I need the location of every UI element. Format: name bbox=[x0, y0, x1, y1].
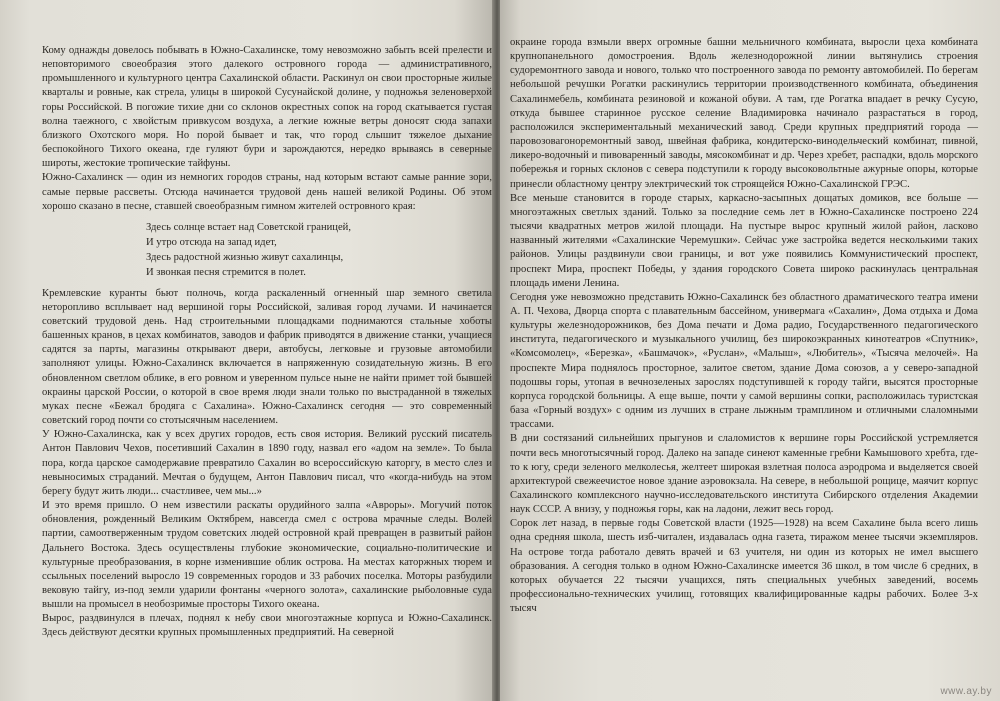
poem-line: И звонкая песня стремится в полет. bbox=[146, 267, 306, 279]
paragraph-growth: Вырос, раздвинулся в плечах, поднял к небу свои многоэтажные корпуса и Южно-Сахалинск. Здесь действуют десятки крупных промышленных предприятий. На северной bbox=[42, 613, 492, 639]
right-page-text bbox=[510, 36, 978, 616]
paragraph-intro: Кому однажды довелось побывать в Южно-Сахалинске, тому невозможно забыть всей прелести и неповторимого своеобразия этого далекого островного города — административного, промышленного и культурного центра Сахалинской области. Раскинул он свои просторные жилые кварталы и ровные, как стрела, улицы в широкой Сусунайской долине, у подножья зеленоверхой горы Российской. В погожие тихие дни со склонов окрестных сопок на город скатывается густая волна таежного, с хвойстым привкусом воздуха, а легкие южные ветры доносят сюда запахи близкого Охотского моря. Но порой бывает и так, что город слышит тяжелое дыхание беспокойного Тихого океана, где гуляют бури и зарождаются, нередко врываясь в северные широты, жестокие тропические тайфуны. bbox=[42, 45, 492, 170]
paragraph-education: Сорок лет назад, в первые годы Советской власти (1925—1928) на всем Сахалине была всего лишь одна средняя школа, шесть изб-читален, издавалась одна газета, тиражом менее тысячи экземпляров. На острове тогда работало девять врачей и 63 учителя, ни один из которых не имел высшего образования. А сегодня только в одном Южно-Сахалинске имеется 36 школ, в том числе 6 средних, в которых обучается 22 тысячи учащихся, пять специальных учебных заведений, восемь профессионально-технических училищ, готовящих квалифицированные кадры рабочих. Более 3-х тысяч bbox=[510, 518, 978, 615]
paragraph-kremlin: Кремлевские куранты бьют полночь, когда раскаленный огненный шар земного светила неторопливо всплывает над вершиной горы Российской, заливая город лучами. И начинается советский трудовой день. Над строительными площадками поднимаются стальные хоботы башенных кранов, в цехах комбинатов, заводов и фабрик приводятся в движение станки, учащиеся садятся за парты, магазины открывают двери, автобусы, легковые и грузовые автомобили заполняют улицы. Южно-Сахалинск включается в напряженную созидательную жизнь. В его обновленном светлом облике, в его ровном и уверенном пульсе ныне не найти примет той бывшей окраины царской России, о которой в свое время люди знали только по выстраданной в тяжелых муках песне «Бежал бродяга с Сахалина». Южно-Сахалинск сегодня — это современный советский город почти со стотысячным населением. bbox=[42, 287, 492, 427]
left-page-text bbox=[42, 44, 492, 641]
paragraph-industry: окраине города взмыли вверх огромные башни мельничного комбината, выросли цеха комбината крупнопанельного домостроения. Вдоль железнодорожной линии вытянулись строения судоремонтного завода и нового, только что построенного завода по ремонту автомобилей. По берегам небольшой речушки Рогатки раскинулись территории производственного комбината, объединения Сахалинмебель, комбината резиновой и кожаной обуви. А там, где Рогатка впадает в речку Сусую, откуда бывшее старинное русское селение Владимировка начинало разрастаться в город, расположился экспериментальный механический завод. Среди крупных предприятий города — паровозовагоноремонтный завод, швейная фабрика, кондитерско-винодельческий комбинат, пивной, ликеро-водочный и пивоваренный заводы, мясокомбинат и др. Через хребет, распадки, вдоль морского побережья и горных склонов с севера подступили к городу высоковольтные ажурные опоры, которые принесли областному центру электрический ток строящейся Южно-Сахалинской ГРЭС. bbox=[510, 37, 978, 190]
paragraph-aurora: И это время пришло. О нем известили раскаты орудийного залпа «Авроры». Могучий поток обновления, рожденный Великим Октябрем, навсегда смел с острова мрачные следы. Волей партии, самоотверженным трудом советских людей островной край превращен в развитый район Дальнего Востока. Здесь осуществлены глубокие экономические, социально-политические и культурные преобразования, в корне изменившие облик острова. На местах каторжных тюрем и ссыльных поселений выросло 19 современных городов и 33 рабочих поселка. Моторы разбудили вековую тайгу, из-под земли ударили фонтаны «черного золота», сахалинские рыболовные суда вышли на промысел в необозримые просторы Тихого океана. bbox=[42, 500, 492, 611]
watermark: www.ay.by bbox=[940, 686, 992, 697]
paragraph-history: У Южно-Сахалинска, как у всех других городов, есть своя история. Великий русский писатель Антон Павлович Чехов, посетивший Сахалин в 1890 году, назвал его «адом на земле». То была пора, когда царское самодержавие превратило Сахалин во всероссийскую каторгу, в место слез и невыносимых страданий. Мечтая о будущем, Антон Павлович писал, что «когда-нибудь на этом берегу будут жить люди... счастливее, чем мы...» bbox=[42, 429, 492, 497]
left-page bbox=[0, 0, 494, 701]
paragraph-dawn: Южно-Сахалинск — один из немногих городов страны, над которым встают самые ранние зори, самые первые рассветы. Отсюда начинается трудовой день нашей великой Родины. Об этом хорошо сказано в песне, ставшей своеобразным гимном жителей островного края: bbox=[42, 172, 492, 212]
poem-quote bbox=[146, 220, 492, 281]
paragraph-culture: Сегодня уже невозможно представить Южно-Сахалинск без областного драматического театра имени А. П. Чехова, Дворца спорта с плавательным бассейном, универмага «Сахалин», Дома отдыха и Дома культуры железнодорожников, без Дома печати и Дома радио, Государственного педагогического института, педагогического и музыкального училищ, без широкоэкранных кинотеатров «Спутник», «Комсомолец», «Березка», «Башмачок», «Руслан», «Малыш», «Любитель», «Тысяча мелочей». На проспекте Мира поднялось просторное, залитое светом, здание Дома союзов, а у северо-западной подошвы горы, утопая в вечнозеленых зарослях подступившей к городу тайги, высятся просторные корпуса городской больницы. А еще выше, почти у самой вершины сопки, расположилась туристская база «Горный воздух» с одним из лучших в стране лыжным трамплином и отличными слаломными трассами. bbox=[510, 291, 978, 431]
paragraph-sports: В дни состязаний сильнейших прыгунов и слаломистов к вершине горы Российской устремляется почти весь многотысячный город. Далеко на западе синеют каменные гребни Камышового хребта, где-то к югу, среди зеленого мелколесья, желтеет широкая взлетная полоса аэродрома и выделяется своей архитектурой свежеечистое новое здание аэровокзала. На севере, в небольшой рощице, маячит корпус Сахалинского комплексного научно-исследовательского института Сибирского отделения Академии наук СССР. А внизу, у подножья горы, как на ладони, лежит весь город. bbox=[510, 433, 978, 516]
right-page bbox=[500, 0, 1000, 701]
paragraph-housing: Все меньше становится в городе старых, каркасно-засыпных дощатых домиков, все больше — многоэтажных светлых зданий. Только за последние семь лет в Южно-Сахалинске построено 224 тысячи квадратных метров жилой площади. На пустыре вырос крупный жилой район, ласково названный жителями «Сахалинские Черемушки». Сейчас уже застройка ведется несколькими таких районов. Улицы раздвинули свои границы, и вот уже появились Коммунистический проспект, проспект Мира, проспект Победы, у здания городского Совета широко раскинулась центральная площадь имени Ленина. bbox=[510, 192, 978, 289]
poem-line: И утро отсюда на запад идет, bbox=[146, 237, 277, 249]
poem-line: Здесь солнце встает над Советской границей, bbox=[146, 221, 351, 233]
poem-line: Здесь радостной жизнью живут сахалинцы, bbox=[146, 252, 344, 264]
